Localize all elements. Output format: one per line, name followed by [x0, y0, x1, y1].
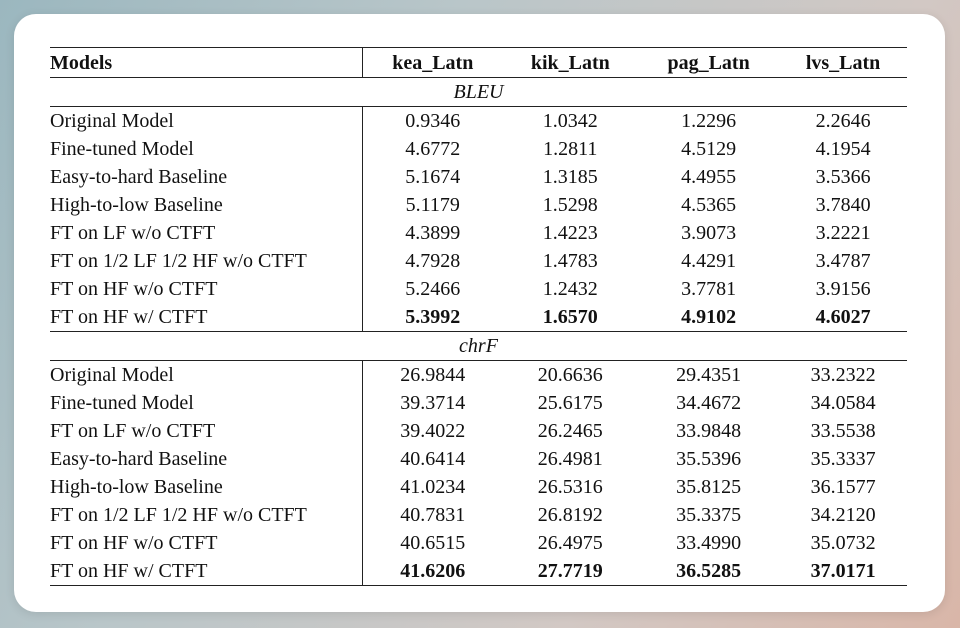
model-name-cell: FT on LF w/o CTFT: [50, 219, 363, 247]
header-models: Models: [50, 48, 363, 78]
table-row: [50, 247, 907, 275]
score-cell: 1.3185: [542, 166, 598, 188]
score-cell: 40.7831: [400, 504, 466, 526]
table-row: [50, 473, 907, 501]
bleu-section-title: BLEU: [50, 78, 907, 107]
bleu-section-title-row: [50, 78, 907, 107]
table-row: [50, 529, 907, 557]
score-cell: 4.5129: [681, 138, 737, 160]
model-name-cell: Easy-to-hard Baseline: [50, 445, 363, 473]
table-row: [50, 303, 907, 332]
table-row: [50, 445, 907, 473]
model-name-cell: High-to-low Baseline: [50, 473, 363, 501]
score-cell: 1.2296: [681, 110, 737, 132]
chrf-section-title-row: [50, 332, 907, 361]
score-cell: 36.1577: [810, 476, 876, 498]
model-name-cell: Fine-tuned Model: [50, 389, 363, 417]
score-cell: 34.4672: [676, 392, 742, 414]
score-cell: 1.6570: [503, 303, 638, 332]
score-cell: 33.9848: [676, 420, 742, 442]
score-cell: 33.5538: [810, 420, 876, 442]
score-cell: 20.6636: [537, 364, 603, 386]
model-name-cell: High-to-low Baseline: [50, 191, 363, 219]
header-pag-latn: pag_Latn: [667, 51, 750, 74]
score-cell: 3.5366: [815, 166, 871, 188]
score-cell: 3.7781: [681, 278, 737, 300]
table-row: [50, 361, 907, 390]
score-cell: 5.1179: [405, 194, 460, 216]
score-cell: 1.4223: [542, 222, 598, 244]
model-name-cell: Fine-tuned Model: [50, 135, 363, 163]
score-cell: 25.6175: [537, 392, 603, 414]
score-cell: 35.3375: [676, 504, 742, 526]
score-cell: 4.6027: [779, 303, 907, 332]
score-cell: 4.6772: [405, 138, 461, 160]
score-cell: 4.4291: [681, 250, 737, 272]
score-cell: 35.0732: [810, 532, 876, 554]
table-row: [50, 191, 907, 219]
score-cell: 5.1674: [405, 166, 461, 188]
score-cell: 4.3899: [405, 222, 461, 244]
score-cell: 1.4783: [542, 250, 598, 272]
header-lvs-latn: lvs_Latn: [805, 51, 881, 74]
table-row: [50, 557, 907, 586]
score-cell: 29.4351: [676, 364, 742, 386]
score-cell: 33.2322: [810, 364, 876, 386]
model-name-cell: FT on HF w/ CTFT: [50, 557, 363, 586]
score-cell: 27.7719: [503, 557, 638, 586]
table-row: [50, 417, 907, 445]
score-cell: 4.9102: [638, 303, 779, 332]
table-row: [50, 107, 907, 136]
score-cell: 41.0234: [400, 476, 466, 498]
header-row: [50, 48, 907, 78]
chrf-section-title: chrF: [50, 332, 907, 361]
chrf-section: [50, 332, 907, 586]
score-cell: 1.5298: [542, 194, 598, 216]
score-cell: 2.2646: [815, 110, 871, 132]
table-row: [50, 389, 907, 417]
score-cell: 35.5396: [676, 448, 742, 470]
score-cell: 5.3992: [363, 303, 503, 332]
table-row: [50, 275, 907, 303]
score-cell: 34.2120: [810, 504, 876, 526]
score-cell: 4.7928: [405, 250, 461, 272]
score-cell: 0.9346: [405, 110, 461, 132]
table-row: [50, 219, 907, 247]
score-cell: 36.5285: [638, 557, 779, 586]
header-kik-latn: kik_Latn: [530, 51, 610, 74]
model-name-cell: FT on HF w/o CTFT: [50, 275, 363, 303]
score-cell: 26.5316: [537, 476, 603, 498]
table-row: [50, 135, 907, 163]
score-cell: 26.2465: [537, 420, 603, 442]
bleu-section: [50, 78, 907, 332]
score-cell: 3.7840: [815, 194, 871, 216]
score-cell: 35.8125: [676, 476, 742, 498]
score-cell: 3.4787: [815, 250, 871, 272]
score-cell: 39.4022: [400, 420, 466, 442]
score-cell: 37.0171: [779, 557, 907, 586]
score-cell: 4.1954: [815, 138, 871, 160]
score-cell: 26.4975: [537, 532, 603, 554]
model-name-cell: Original Model: [50, 107, 363, 136]
score-cell: 5.2466: [405, 278, 461, 300]
table-row: [50, 163, 907, 191]
score-cell: 26.8192: [537, 504, 603, 526]
score-cell: 41.6206: [363, 557, 503, 586]
model-name-cell: FT on HF w/ CTFT: [50, 303, 363, 332]
score-cell: 1.0342: [542, 110, 598, 132]
score-cell: 3.9073: [681, 222, 737, 244]
score-cell: 40.6515: [400, 532, 466, 554]
model-name-cell: FT on HF w/o CTFT: [50, 529, 363, 557]
score-cell: 4.5365: [681, 194, 737, 216]
score-cell: 35.3337: [810, 448, 876, 470]
score-cell: 39.3714: [400, 392, 466, 414]
score-cell: 33.4990: [676, 532, 742, 554]
score-cell: 1.2432: [542, 278, 598, 300]
model-name-cell: Original Model: [50, 361, 363, 390]
score-cell: 40.6414: [400, 448, 466, 470]
model-name-cell: FT on 1/2 LF 1/2 HF w/o CTFT: [50, 247, 363, 275]
score-cell: 34.0584: [810, 392, 876, 414]
score-cell: 3.9156: [815, 278, 871, 300]
header-kea-latn: kea_Latn: [392, 51, 474, 74]
score-cell: 26.4981: [537, 448, 603, 470]
score-cell: 4.4955: [681, 166, 737, 188]
table-row: [50, 501, 907, 529]
score-cell: 3.2221: [815, 222, 871, 244]
model-name-cell: FT on 1/2 LF 1/2 HF w/o CTFT: [50, 501, 363, 529]
results-table: [50, 47, 907, 586]
score-cell: 26.9844: [400, 364, 466, 386]
model-name-cell: Easy-to-hard Baseline: [50, 163, 363, 191]
score-cell: 1.2811: [543, 138, 598, 160]
model-name-cell: FT on LF w/o CTFT: [50, 417, 363, 445]
